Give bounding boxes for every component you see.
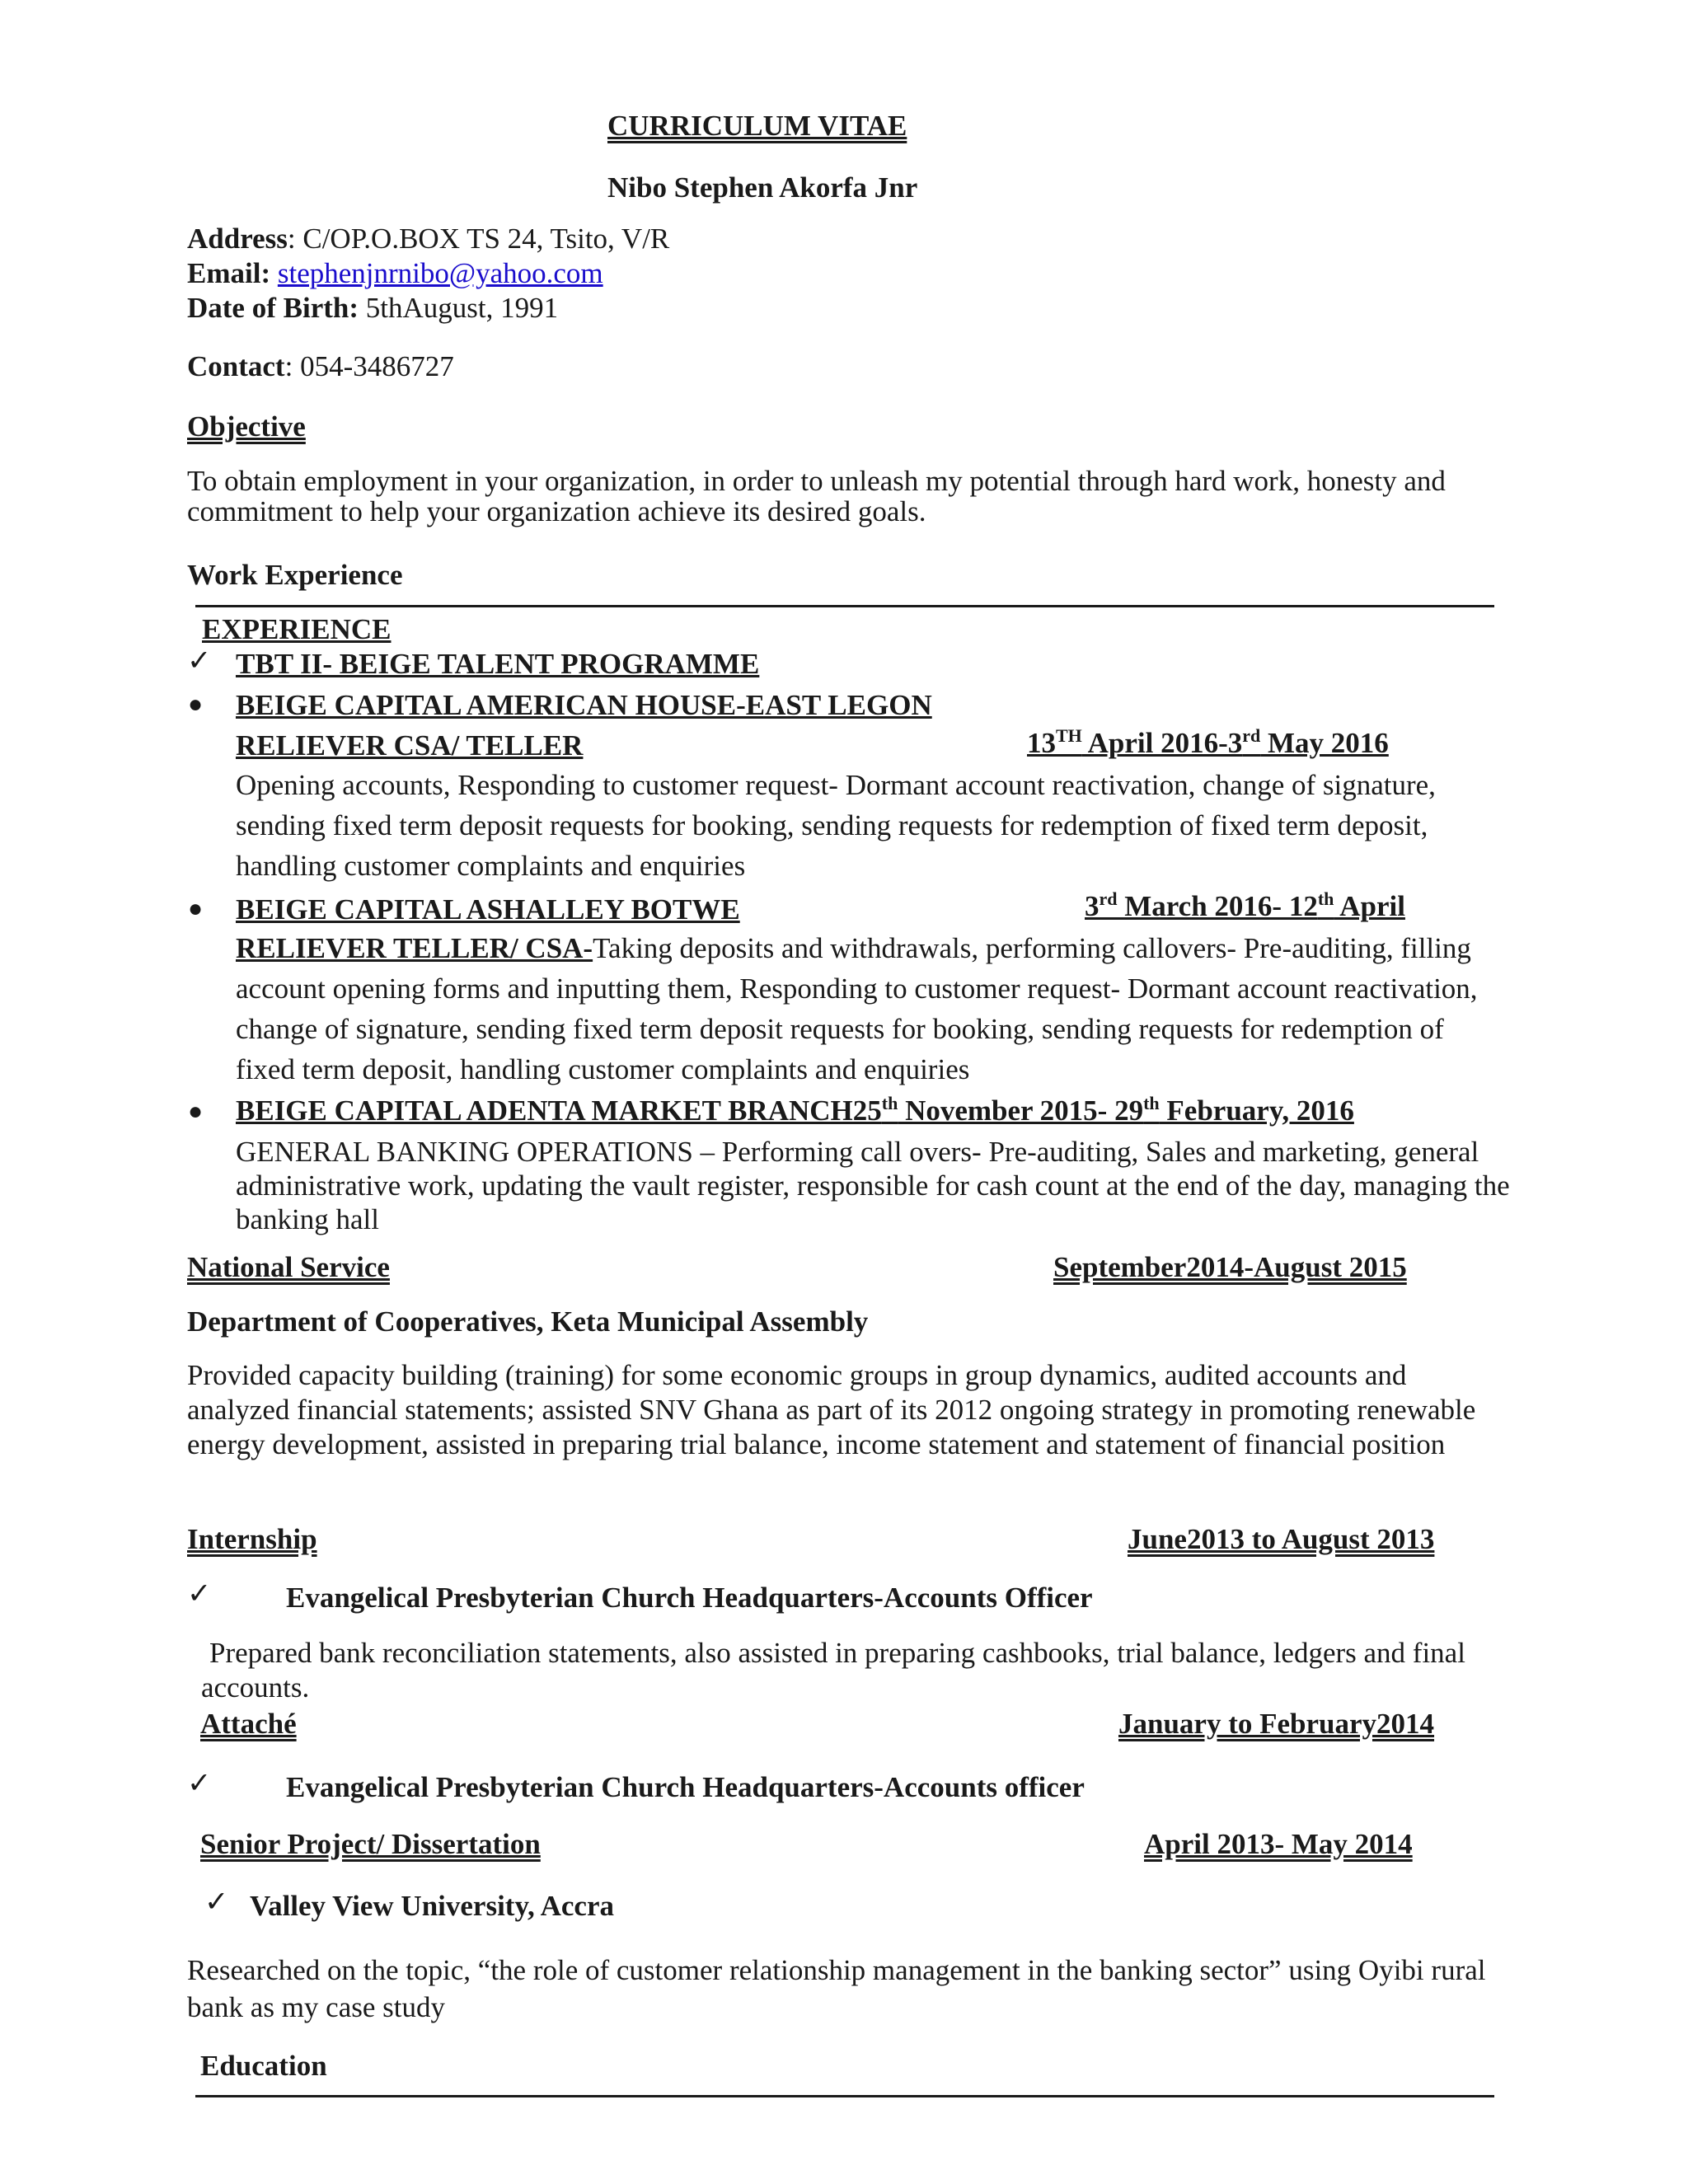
job-duties: Taking deposits and withdrawals, performing callovers- Pre-auditing, filling account opening forms and inputting them, Responding to customer request- Dormant account reactivation, change of signature, sending fixed term deposit requests for booking, sending requests for redemption of fixed term deposit, handling customer complaints and enquiries [236, 932, 1478, 1085]
national-service-heading: National Service [187, 1251, 390, 1283]
job-dates: 13TH April 2016-3rd May 2016 [1027, 725, 1389, 759]
phone-line [187, 352, 454, 381]
education-heading: Education [200, 2050, 327, 2082]
job-duties: Opening accounts, Responding to customer request- Dormant account reactivation, change of signature, sending fixed term deposit requests for booking, sending requests for redemption of fixed term deposit, handling customer complaints and enquiries [236, 769, 1436, 882]
objective-heading: Objective [187, 410, 306, 443]
internship-heading: Internship [187, 1523, 317, 1555]
job-duties: GENERAL BANKING OPERATIONS – Performing call overs- Pre-auditing, Sales and marketing, general administrative work, updating the vault register, responsible for cash count at the end of the day, managing the banking hall [236, 1136, 1510, 1235]
checkmark-icon: ✓ [187, 1577, 212, 1610]
internship-dates: June2013 to August 2013 [1128, 1523, 1435, 1555]
job-role: RELIEVER TELLER/ CSA- [236, 932, 593, 964]
address-line [187, 224, 669, 253]
project-org: Valley View University, Accra [250, 1890, 614, 1922]
page-title: CURRICULUM VITAE [607, 110, 907, 142]
job-employer: BEIGE CAPITAL ASHALLEY BOTWE [236, 893, 740, 926]
job-employer: BEIGE CAPITAL AMERICAN HOUSE-EAST LEGON [236, 689, 932, 721]
section-divider [195, 2095, 1494, 2097]
experience-label: EXPERIENCE [202, 613, 392, 645]
email-link[interactable]: stephenjnrnibo@yahoo.com [277, 257, 603, 289]
job-dates: 3rd March 2016- 12th April [1085, 888, 1405, 922]
email-label: Email: [187, 257, 271, 289]
attache-dates: January to February2014 [1118, 1708, 1435, 1740]
bullet-icon: ● [188, 1098, 204, 1125]
section-divider [195, 605, 1494, 607]
dob-line [187, 293, 558, 322]
project-heading: Senior Project/ Dissertation [200, 1828, 541, 1860]
address-label: Address [187, 223, 288, 255]
national-service-dates: September2014-August 2015 [1053, 1251, 1407, 1283]
program-title: TBT II- BEIGE TALENT PROGRAMME [236, 648, 760, 680]
dob-value: 5thAugust, 1991 [365, 292, 559, 324]
project-text: Researched on the topic, “the role of customer relationship management in the banking sector” using Oyibi rural bank as my case study [187, 1954, 1486, 2023]
attache-org: Evangelical Presbyterian Church Headquarters-Accounts officer [286, 1771, 1085, 1803]
work-experience-heading: Work Experience [187, 559, 403, 591]
phone-value: : 054-3486727 [284, 350, 454, 382]
bullet-icon: ● [188, 895, 204, 922]
bullet-icon: ● [188, 691, 204, 718]
checkmark-icon: ✓ [187, 1767, 212, 1799]
address-value: : C/OP.O.BOX TS 24, Tsito, V/R [287, 223, 670, 255]
project-dates: April 2013- May 2014 [1144, 1828, 1413, 1860]
attache-heading: Attaché [200, 1708, 297, 1740]
applicant-name: Nibo Stephen Akorfa Jnr [607, 171, 918, 204]
dob-label: Date of Birth: [187, 292, 359, 324]
job-employer-and-dates: BEIGE CAPITAL ADENTA MARKET BRANCH25th November 2015- 29th February, 2016 [236, 1093, 1354, 1127]
national-service-text: Provided capacity building (training) for some economic groups in group dynamics, audited accounts and analyzed financial statements; assisted SNV Ghana as part of its 2012 ongoing strategy in promoting renewable energy development, assisted in preparing trial balance, income statement and statement of financial position [187, 1359, 1476, 1460]
objective-text: To obtain employment in your organization, in order to unleash my potential through hard work, honesty and commitment to help your organization achieve its desired goals. [187, 465, 1446, 527]
email-line [187, 259, 603, 288]
phone-label: Contact [187, 350, 285, 382]
job-role-and-duties [236, 928, 1497, 1090]
job-role: RELIEVER CSA/ TELLER [236, 729, 584, 762]
checkmark-icon: ✓ [187, 644, 212, 677]
national-service-org: Department of Cooperatives, Keta Municipal Assembly [187, 1305, 869, 1338]
checkmark-icon: ✓ [204, 1886, 229, 1918]
internship-org: Evangelical Presbyterian Church Headquarters-Accounts Officer [286, 1582, 1093, 1614]
internship-text: Prepared bank reconciliation statements, also assisted in preparing cashbooks, trial balance, ledgers and final accounts. [201, 1637, 1465, 1704]
